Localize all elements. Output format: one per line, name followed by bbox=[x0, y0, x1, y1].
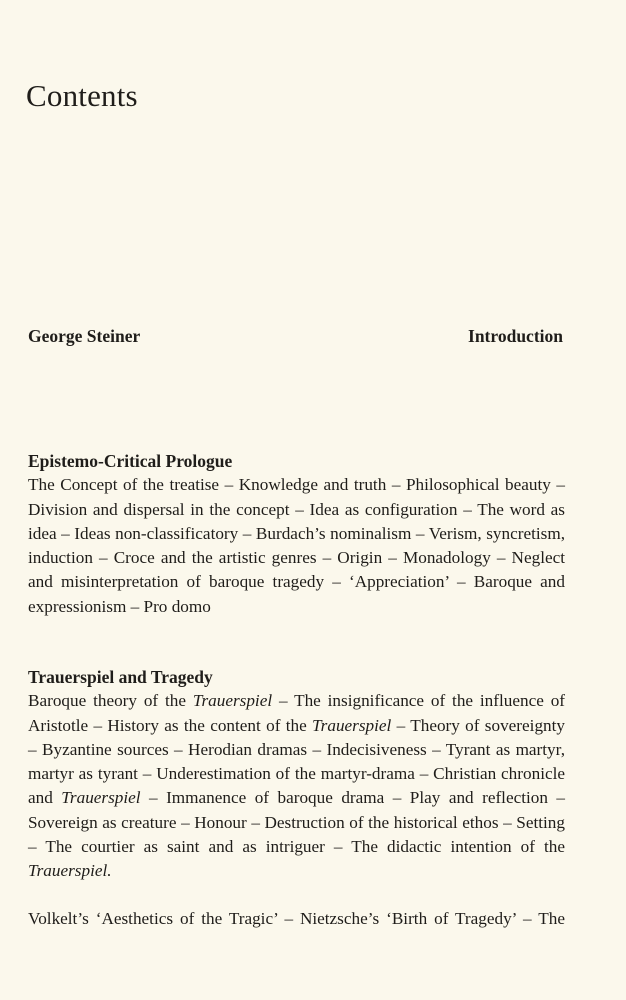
page-title: Contents bbox=[26, 78, 138, 113]
summary-italic-term: Trauerspiel bbox=[312, 715, 392, 735]
section-heading: Trauerspiel and Tragedy bbox=[28, 667, 213, 687]
summary-text: – The insignificance of the influence of Aristotle – History as the content of the bbox=[28, 691, 566, 735]
section-heading: Epistemo-Critical Prologue bbox=[28, 451, 233, 471]
summary-text: – Theory of sovereignty – Byzantine sources – Herodian dramas – Indecisiveness – Tyrant as martyr, martyr as tyrant – Underestimation of the martyr-drama – Christian chronicle and bbox=[28, 715, 565, 808]
section-summary bbox=[28, 689, 565, 883]
section-summary: The Concept of the treatise – Knowledge and truth – Philosophical beauty – Division and dispersal in the concept – Idea as configuration – The word as idea – Ideas non-classificatory – Burdach’s nominalism – Verism, syncretism, induction – Croce and the artistic genres – Origin – Monadology – Neglect and misinterpretation of baroque tragedy – ‘Appreciation’ – Baroque and expressionism – Pro domo bbox=[28, 475, 565, 616]
summary-text: Baroque theory of the bbox=[28, 691, 193, 711]
summary-italic-term: Trauerspiel bbox=[61, 788, 141, 808]
section-title-introduction: Introduction bbox=[468, 326, 563, 346]
summary-text: – Immanence of baroque drama – Play and reflection – Sovereign as creature – Honour – Destruction of the historical ethos – Setting – The courtier as saint and as intriguer – The didactic intention of the bbox=[28, 788, 566, 857]
continuation-text: Volkelt’s ‘Aesthetics of the Tragic’ – Nietzsche’s ‘Birth of Tragedy’ – The bbox=[28, 909, 565, 928]
summary-italic-term: Trauerspiel. bbox=[28, 861, 112, 881]
author-name: George Steiner bbox=[28, 326, 141, 346]
toc-section-prologue bbox=[28, 449, 565, 619]
author-line bbox=[28, 326, 563, 347]
summary-italic-term: Trauerspiel bbox=[192, 691, 273, 711]
toc-section-trauerspiel bbox=[28, 665, 565, 884]
